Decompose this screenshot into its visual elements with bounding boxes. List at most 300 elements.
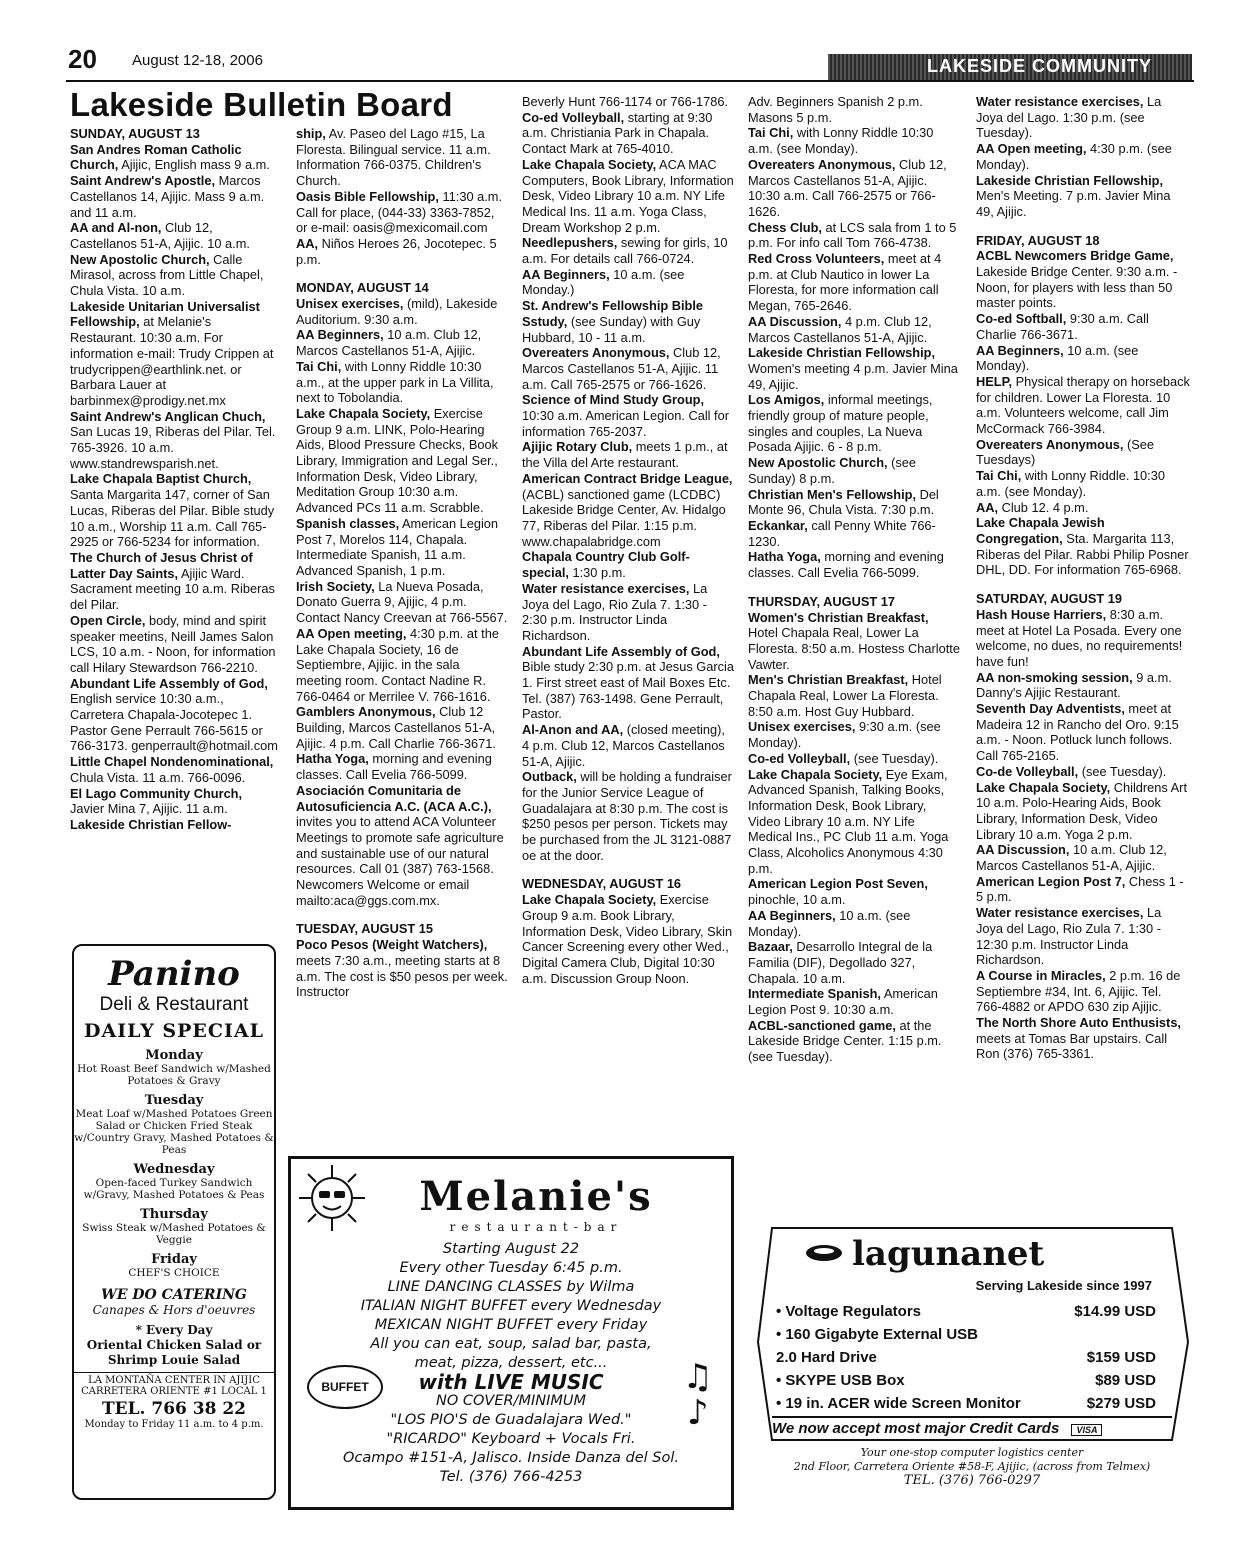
bulletin-entry (296, 937, 508, 1000)
bulletin-entry (522, 644, 734, 723)
entry-details: Exercise Group 9 a.m. Book Library, Information Desk, Video Library, Skin Cancer Screening every other Wed., Digital Camera Club, Digital 10:30 a.m. Discussion Group Noon. (522, 892, 733, 986)
entry-title: ship, (296, 126, 326, 141)
bulletin-entry (976, 905, 1190, 968)
entry-details: Ajijic, English mass 9 a.m. (118, 157, 270, 173)
panino-phone: TEL. 766 38 22 (101, 1399, 247, 1419)
entry-title: Tai Chi, (976, 468, 1022, 484)
entry-details: American Legion Post 7, Morelos 114, Chapala. Intermediate Spanish, 11 a.m. Advanced Spanish, 1 p.m. (296, 515, 499, 578)
entry-details: Sta. Margarita 113, Riberas del Pilar. Rabbi Philip Posner DHL, DD. For information 765-6968. (976, 530, 1189, 578)
bulletin-entry (70, 409, 278, 472)
bulletin-entry (748, 94, 960, 125)
entry-details: (see Sunday) with Guy Hubbard, 10 - 11 a.m. (522, 313, 701, 345)
product-price: $279 USD (1086, 1395, 1156, 1412)
menu-day: Friday (151, 1252, 197, 1267)
bulletin-entry (976, 94, 1190, 141)
menu-item: Hot Roast Beef Sandwich w/Mashed Potatoes & Gravy (77, 1063, 271, 1087)
bulletin-entry (976, 141, 1190, 172)
entry-title: El Lago Community Church, (70, 785, 243, 801)
entry-title: Overeaters Anonymous, (748, 156, 896, 172)
bulletin-entry (748, 908, 960, 939)
entry-details: Chess 1 - 5 p.m. (976, 873, 1184, 905)
panino-ad (72, 944, 276, 1500)
entry-details: Ajijic Ward. Sacrament meeting 10 a.m. Riberas del Pilar. (70, 565, 275, 613)
menu-item: CHEF'S CHOICE (128, 1267, 220, 1279)
entry-title: AA Discussion, (748, 313, 842, 329)
entry-details: morning and evening classes. Call Evelia 766-5099. (748, 549, 944, 581)
entry-details: Women's meeting 4 p.m. Javier Mina 49, Ajijic. (748, 360, 958, 392)
entry-title: Saint Andrew's Apostle, (70, 173, 216, 189)
entry-title: AA, (296, 235, 319, 251)
entry-title: Overeaters Anonymous, (522, 345, 670, 361)
entry-title: Lakeside Christian Fellowship, (976, 172, 1164, 188)
melanies-logo: Melanie's (419, 1173, 653, 1220)
masthead-rule (66, 80, 1194, 82)
entry-title: Overeaters Anonymous, (976, 436, 1124, 452)
music-notes-icon: ♫ ♪ (682, 1357, 713, 1433)
bulletin-entry (748, 220, 960, 251)
menu-day: Tuesday (144, 1093, 204, 1108)
bulletin-entry (748, 876, 960, 907)
entry-details: 4 p.m. Club 12, Marcos Castellanos 51-A, Ajijic. (748, 313, 932, 345)
credit-cards-note (772, 1416, 1172, 1437)
panino-every-day (74, 1323, 274, 1368)
entry-details: La Joya del Lago, Rio Zula 7. 1:30 - 12:30 p.m. Instructor Linda Richardson. (976, 905, 1162, 968)
bulletin-entry (748, 345, 960, 392)
entry-details: Hotel Chapala Real, Lower La Floresta. 8:50 a.m. Host Guy Hubbard. (748, 672, 942, 719)
panino-canapes: Canapes & Hors d'oeuvres (92, 1303, 256, 1317)
bulletin-entry (748, 157, 960, 220)
lagunanet-products (776, 1300, 1156, 1415)
entry-details: pinochle, 10 a.m. (748, 892, 846, 908)
entry-title: AA non-smoking session, (976, 669, 1133, 685)
entry-details: at Melanie's Restaurant. 10:30 a.m. For information e-mail: Trudy Crippen at trudycrippen@earthlink.net. or Barbara Lauer at barbinmex@prodigy.net.mx (70, 314, 274, 408)
bulletin-entry (70, 471, 278, 550)
bulletin-entry (70, 252, 278, 299)
entry-details: 2 p.m. 16 de Septiembre #34, Int. 6, Ajijic. Tel. 766-4882 or APDO 630 zip Ajijic. (976, 967, 1181, 1015)
ad-line: Tel. (376) 766-4253 (439, 1469, 583, 1485)
day-heading: WEDNESDAY, AUGUST 16 (522, 876, 682, 892)
entry-details: (closed meeting), 4 p.m. Club 12, Marcos Castellanos 51-A, Ajijic. (522, 722, 725, 769)
entry-title: Poco Pesos (Weight Watchers), (296, 937, 488, 953)
credit-cards-text: We now accept most major Credit Cards (772, 1420, 1060, 1437)
entry-details: 1:30 p.m. (568, 565, 626, 581)
lagunanet-footer-3: TEL. (376) 766-0297 (903, 1473, 1041, 1488)
entry-title: AA Discussion, (976, 842, 1070, 858)
entry-title: Seventh Day Adventists, (976, 701, 1125, 717)
entry-details: Exercise Group 9 a.m. LINK, Polo-Hearing Aids, Blood Pressure Checks, Book Library, Immigration and Legal Ser., Information Desk, Video Library, Meditation Group 10:30 a.m. Advanced PCs 11 a.m. Scrabble. (296, 405, 499, 516)
bulletin-entry (296, 516, 508, 579)
menu-day: Thursday (140, 1207, 208, 1222)
menu-item: Meat Loaf w/Mashed Potatoes Green Salad or Chicken Fried Steak w/Country Gravy, Mashed Potatoes & Peas (74, 1108, 274, 1156)
entry-title: Co-de Volleyball, (976, 763, 1079, 779)
menu-day: Wednesday (133, 1162, 215, 1177)
day-heading: FRIDAY, AUGUST 18 (976, 232, 1100, 248)
entry-title: ACBL-sanctioned game, (748, 1017, 896, 1033)
bulletin-entry (976, 468, 1190, 499)
menu-day: Monday (145, 1048, 203, 1063)
bulletin-entry (296, 126, 508, 189)
ad-line: LINE DANCING CLASSES by Wilma (387, 1279, 635, 1295)
entry-details: (mild), Lakeside Auditorium. 9:30 a.m. (296, 296, 498, 327)
entry-details: morning and evening classes. Call Evelia 766-5099. (296, 751, 492, 783)
product-row (776, 1346, 1156, 1369)
melanies-ad (288, 1156, 734, 1510)
panino-catering: WE DO CATERING (101, 1287, 247, 1303)
bulletin-entry (522, 94, 734, 110)
product-name: • SKYPE USB Box (776, 1372, 905, 1389)
panino-every-label: * Every Day (135, 1323, 213, 1337)
panino-subtitle: Deli & Restaurant (99, 994, 249, 1015)
bulletin-entry (748, 986, 960, 1017)
entry-title: Tai Chi, (748, 125, 794, 141)
bulletin-entry (748, 719, 960, 750)
panino-address: LA MONTAÑA CENTER IN AJIJIC CARRETERA ORIENTE #1 LOCAL 1 (74, 1372, 274, 1397)
entry-title: AA, (976, 499, 999, 515)
melanies-tagline: restaurant-bar (449, 1220, 623, 1234)
entry-title: Abundant Life Assembly of God, (70, 675, 268, 691)
entry-title: Bazaar, (748, 939, 793, 955)
bulletin-entry (748, 455, 960, 486)
entry-title: Lakeside Christian Fellow- (70, 816, 232, 832)
bulletin-entry (296, 236, 508, 267)
entry-title: Unisex exercises, (296, 296, 404, 312)
entry-title: New Apostolic Church, (70, 251, 210, 267)
ad-line: MEXICAN NIGHT BUFFET every Friday (374, 1317, 648, 1333)
entry-title: Hash House Harriers, (976, 606, 1107, 622)
column-3 (522, 94, 734, 986)
entry-title: Saint Andrew's Anglican Chuch, (70, 408, 266, 424)
entry-details: 4:30 p.m. (see Monday). (976, 141, 1172, 172)
entry-details: meets 1 p.m., at the Villa del Arte restaurant. (522, 439, 728, 471)
entry-details: Santa Margarita 147, corner of San Lucas, Riberas del Pilar. Bible study 10 a.m., Worship 11 a.m. Call 765-2925 or 766-5234 for information. (70, 487, 275, 550)
product-price: $89 USD (1095, 1372, 1156, 1389)
entry-details: at LCS sala from 1 to 5 p.m. For info call Tom 766-4738. (748, 219, 957, 251)
entry-title: Water resistance exercises, (522, 580, 690, 596)
bulletin-entry (522, 157, 734, 236)
day-heading: MONDAY, AUGUST 14 (296, 280, 429, 296)
bulletin-entry (976, 764, 1190, 780)
entry-details: ACA MAC Computers, Book Library, Information Desk, Video Library 10 a.m. NY Life Medical Ins. 11 a.m. Yoga Class, Dream Workshop 2 p.m. (522, 156, 734, 235)
bulletin-entry (748, 610, 960, 673)
entry-details: Adv. Beginners Spanish 2 p.m. Masons 5 p.m. (748, 94, 923, 125)
bulletin-entry (522, 267, 734, 298)
entry-title: AA Beginners, (976, 342, 1064, 358)
entry-details: body, mind and spirit speaker meetins, Neill James Salon LCS, 10 a.m. - Noon, for information call Hilary Stewardson 766-2210. (70, 612, 276, 675)
entry-details: (see Tuesday). (850, 750, 939, 766)
entry-details: with Lonny Riddle 10:30 a.m., at the upper park in La Villita, next to Tobolandia. (296, 358, 494, 406)
panino-every-item: Oriental Chicken Salad or Shrimp Louie Salad (86, 1338, 262, 1367)
bulletin-entry (522, 392, 734, 439)
lagunanet-footer-1: Your one-stop computer logistics center (860, 1446, 1084, 1459)
entry-details: 10 a.m. (see Monday.) (522, 266, 685, 298)
entry-title: Al-Anon and AA, (522, 722, 624, 738)
entry-details: meets 7:30 a.m., meeting starts at 8 a.m. The cost is $50 pesos per week. Instructor (296, 952, 508, 1000)
bulletin-entry (748, 125, 960, 156)
product-name: • 19 in. ACER wide Screen Monitor (776, 1395, 1021, 1412)
entry-details: call Penny White 766-1230. (748, 517, 936, 549)
bulletin-entry (522, 439, 734, 470)
entry-title: Water resistance exercises, (976, 94, 1144, 109)
bulletin-entry (522, 581, 734, 644)
entry-details: Desarrollo Integral de la Familia (DIF), Degollado 327, Chapala. 10 a.m. (748, 939, 933, 986)
entry-details: Physical therapy on horseback for children. Lower La Floresta. 10 a.m. Volunteers welcome, call Jim McCormack 766-3984. (976, 373, 1190, 437)
entry-details: 10 a.m. (see Monday). (748, 907, 911, 939)
entry-details: meets at Tomas Bar upstairs. Call Ron (376) 765-3361. (976, 1030, 1168, 1062)
panino-menu (74, 1048, 274, 1279)
product-row (776, 1369, 1156, 1392)
entry-details: Bible study 2:30 p.m. at Jesus Garcia 1. First street east of Mail Boxes Etc. Tel. (387) 763-1498. Gene Perrault, Pastor. (522, 659, 734, 722)
lagunanet-ad (752, 1222, 1192, 1502)
bulletin-entry (976, 874, 1190, 905)
entry-details: 10 a.m. (see Monday). (976, 342, 1139, 374)
section-band (828, 54, 1192, 80)
bulletin-entry (748, 392, 960, 455)
bulletin-entry (976, 607, 1190, 670)
entry-title: Christian Men's Fellowship, (748, 486, 917, 502)
ad-line: ITALIAN NIGHT BUFFET every Wednesday (360, 1298, 662, 1314)
day-heading: TUESDAY, AUGUST 15 (296, 921, 434, 937)
entry-details: La Nueva Posada, Donato Guerra 9, Ajijic, 4 p.m. Contact Nancy Creevan at 766-5567. (296, 578, 508, 626)
lagunanet-logo-icon (804, 1242, 844, 1264)
bulletin-entry (70, 173, 278, 220)
bulletin-entry (976, 248, 1190, 311)
entry-title: Outback, (522, 769, 577, 785)
entry-details: Del Monte 96, Chula Vista. 7:30 p.m. (748, 486, 939, 518)
issue-date: August 12-18, 2006 (132, 52, 263, 69)
entry-title: Eckankar, (748, 517, 808, 533)
entry-title: Lake Chapala Society, (976, 779, 1111, 795)
product-name: • 160 Gigabyte External USB (776, 1326, 978, 1343)
ad-line: All you can eat, soup, salad bar, pasta, (370, 1336, 652, 1352)
panino-logo: Panino (108, 954, 240, 994)
entry-details: Beverly Hunt 766-1174 or 766-1786. (522, 94, 729, 109)
entry-title: Lake Chapala Society, (522, 156, 657, 172)
entry-details: (See Tuesdays) (976, 436, 1155, 468)
entry-title: ACBL Newcomers Bridge Game, (976, 248, 1174, 264)
entry-title: Intermediate Spanish, (748, 986, 881, 1002)
ad-line: Starting August 22 (442, 1241, 580, 1257)
lagunanet-subtitle: Serving Lakeside since 1997 (975, 1278, 1152, 1293)
lagunanet-footer (772, 1446, 1172, 1488)
entry-title: Abundant Life Assembly of God, (522, 643, 720, 659)
melanies-lines (291, 1240, 731, 1487)
entry-title: AA Open meeting, (976, 141, 1087, 157)
ad-line: meat, pizza, dessert, etc... (414, 1355, 608, 1371)
bulletin-entry (70, 142, 278, 173)
column-4 (748, 94, 960, 1065)
entry-details: Lakeside Bridge Center. 9:30 a.m. - Noon, for players with less than 50 master points. (976, 264, 1178, 311)
entry-title: Co-ed Volleyball, (748, 750, 851, 766)
product-row (776, 1392, 1156, 1415)
entry-details: Club 12 Building, Marcos Castellanos 51-A, Ajijic. 4 p.m. Call Charlie 766-3671. (296, 704, 496, 751)
ad-line: "LOS PIO'S de Guadalajara Wed." (390, 1412, 632, 1428)
entry-details: (see Tuesday). (1078, 763, 1167, 779)
visa-icon: VISA (1071, 1424, 1102, 1436)
entry-details: English service 10:30 a.m., Carretera Chapala-Jocotepec 1. Pastor Gene Perrault 766-5615 or 766-3173. genperrault@hotmail.com (70, 691, 278, 754)
entry-title: Women's Christian Breakfast, (748, 609, 929, 625)
entry-title: Los Amigos, (748, 392, 825, 408)
entry-title: Lake Chapala Society, (296, 405, 431, 421)
entry-title: Chess Club, (748, 219, 822, 235)
entry-title: AA Open meeting, (296, 625, 407, 641)
ad-line: "RICARDO" Keyboard + Vocals Fri. (386, 1431, 636, 1447)
product-price: $159 USD (1086, 1349, 1156, 1366)
melanies-sun-icon (297, 1163, 367, 1233)
section-title: LAKESIDE COMMUNITY (927, 56, 1152, 76)
bulletin-entry (976, 670, 1190, 701)
bulletin-entry (296, 359, 508, 406)
product-row (776, 1300, 1156, 1323)
entry-title: Open Circle, (70, 612, 146, 628)
entry-title: Needlepushers, (522, 235, 618, 251)
entry-details: 9:30 a.m. (see Monday). (748, 719, 941, 751)
buffet-badge: BUFFET (307, 1365, 383, 1409)
entry-title: Lakeside Unitarian Universalist Fellowship, (70, 298, 260, 330)
entry-title: American Legion Post Seven, (748, 876, 928, 892)
ad-line: NO COVER/MINIMUM (436, 1393, 586, 1409)
entry-title: Hatha Yoga, (748, 549, 821, 565)
entry-title: Lake Chapala Jewish Congregation, (976, 515, 1105, 546)
entry-details: 4:30 p.m. at the Lake Chapala Society, 16 de Septiembre, Ajijic. in the sala meeting room. Contact Nadine R. 766-0464 or Merrilee V. 766-1616. (296, 625, 499, 704)
entry-details: 10:30 a.m. American Legion. Call for information 765-2037. (522, 408, 729, 439)
page-number: 20 (68, 44, 97, 74)
product-row (776, 1323, 1156, 1346)
bulletin-entry (522, 235, 734, 266)
entry-details: San Lucas 19, Riberas del Pilar. Tel. 765-3926. 10 a.m. www.standrewsparish.net. (70, 424, 276, 471)
entry-details: Club 12, Castellanos 51-A, Ajijic. 10 a.m. (70, 220, 250, 251)
entry-details: La Joya del Lago. 1:30 p.m. (see Tuesday). (976, 94, 1162, 141)
panino-daily-special: DAILY SPECIAL (83, 1020, 265, 1042)
product-name: • Voltage Regulators (776, 1303, 921, 1320)
entry-title: AA Beginners, (522, 266, 610, 282)
bulletin-entry (296, 189, 508, 236)
entry-title: Unisex exercises, (748, 719, 856, 735)
bulletin-entry (522, 892, 734, 986)
bulletin-entry (522, 471, 734, 550)
menu-item: Swiss Steak w/Mashed Potatoes & Veggie (82, 1222, 266, 1246)
entry-details: 10 a.m. Club 12, Marcos Castellanos 51-A, Ajijic. (976, 842, 1167, 874)
entry-details: Niños Heroes 26, Jocotepec. 5 p.m. (296, 235, 497, 267)
entry-title: Lakeside Christian Fellowship, (748, 345, 936, 361)
bulletin-entry (976, 374, 1190, 437)
bulletin-entry (748, 314, 960, 345)
entry-details: with Lonny Riddle 10:30 a.m. (see Monday). (748, 125, 934, 157)
menu-item: Open-faced Turkey Sandwich w/Gravy, Mashed Potatoes & Peas (83, 1177, 265, 1201)
entry-title: Lake Chapala Society, (522, 892, 657, 908)
bulletin-entry (70, 550, 278, 613)
entry-details: Club 12. 4 p.m. (998, 499, 1089, 515)
entry-title: HELP, (976, 373, 1013, 389)
entry-details: Club 12, Marcos Castellanos 51-A, Ajijic. 11 a.m. Call 765-2575 or 766-1626. (522, 345, 721, 392)
bulletin-entry (976, 437, 1190, 468)
bulletin-entry (748, 751, 960, 767)
entry-title: Oasis Bible Fellowship, (296, 188, 439, 204)
bulletin-entry (748, 767, 960, 877)
entry-details: Calle Mirasol, across from Little Chapel, Chula Vista. 10 a.m. (70, 251, 264, 299)
panino-hours: Monday to Friday 11 a.m. to 4 p.m. (84, 1419, 264, 1430)
entry-title: Ajijic Rotary Club, (522, 439, 633, 455)
product-price: $14.99 USD (1074, 1303, 1156, 1320)
entry-details: 11:30 a.m. Call for place, (044-33) 3363-7852, or e-mail: oasis@mexicomail.com (296, 188, 503, 236)
bulletin-entry (296, 626, 508, 705)
entry-details: 10 a.m. Club 12, Marcos Castellanos 51-A, Ajijic. (296, 327, 482, 359)
entry-details: American Legion Post 9. 10:30 a.m. (748, 986, 938, 1018)
entry-title: Co-ed Volleyball, (522, 109, 625, 125)
entry-details: Hotel Chapala Real, Lower La Floresta. 8:50 a.m. Hostess Charlotte Vawter. (748, 625, 960, 672)
bulletin-entry (296, 704, 508, 751)
bulletin-entry (748, 672, 960, 719)
entry-title: Little Chapel Nondenominational, (70, 754, 274, 770)
entry-title: Hatha Yoga, (296, 751, 369, 767)
entry-title: Water resistance exercises, (976, 905, 1144, 921)
entry-title: Men's Christian Breakfast, (748, 672, 909, 688)
entry-title: Science of Mind Study Group, (522, 392, 705, 408)
bulletin-entry (748, 1018, 960, 1065)
bulletin-entry (976, 311, 1190, 342)
bulletin-entry (976, 842, 1190, 873)
entry-details: 9 a.m. Danny's Ajijic Restaurant. (976, 669, 1172, 701)
entry-title: Chapala Country Club Golf-special, (522, 549, 690, 581)
day-heading: SATURDAY, AUGUST 19 (976, 591, 1123, 607)
entry-title: American Contract Bridge League, (522, 470, 733, 486)
entry-title: Lake Chapala Society, (748, 766, 883, 782)
entry-title: Co-ed Softball, (976, 311, 1067, 327)
ad-line: Ocampo #151-A, Jalisco. Inside Danza del Sol. (343, 1450, 679, 1466)
entry-details: Childrens Art 10 a.m. Polo-Hearing Aids, Book Library, Information Desk, Video Library 10 a.m. Yoga 2 p.m. (976, 779, 1187, 842)
bulletin-entry (976, 515, 1190, 578)
entry-title: American Legion Post 7, (976, 873, 1126, 889)
bulletin-entry (748, 251, 960, 314)
entry-details: Men's Meeting. 7 p.m. Javier Mina 49, Ajijic. (976, 188, 1171, 219)
bulletin-entry (70, 299, 278, 409)
bulletin-entry (70, 817, 278, 833)
bulletin-entry (522, 549, 734, 580)
column-2 (296, 126, 508, 1000)
bulletin-entry (296, 327, 508, 358)
entry-title: Gamblers Anonymous, (296, 704, 436, 720)
bulletin-entry (976, 701, 1190, 764)
bulletin-entry (748, 549, 960, 580)
entry-details: will be holding a fundraiser for the Junior Service League of Guadalajara at 8:30 p.m. The cost is $250 pesos per person. Tickets may be purchased from the JL 3121-0887 oe at the door. (522, 769, 732, 863)
entry-title: Red Cross Volunteers, (748, 251, 885, 267)
entry-details: (ACBL) sanctioned game (LCDBC) Lakeside Bridge Center, Av. Hidalgo 77, Riberas del Pilar. 1:15 p.m. www.chapalabridge.com (522, 486, 726, 549)
column-5 (976, 94, 1190, 1062)
entry-title: The Church of Jesus Christ of Latter Day Saints, (70, 549, 253, 581)
entry-title: The North Shore Auto Enthusists, (976, 1015, 1181, 1031)
bulletin-entry (976, 500, 1190, 516)
day-heading: SUNDAY, AUGUST 13 (70, 126, 200, 141)
bulletin-entry (296, 751, 508, 782)
entry-details: Chula Vista. 11 a.m. 766-0096. (70, 769, 246, 785)
product-name: 2.0 Hard Drive (776, 1349, 877, 1366)
entry-details: Marcos Castellanos 14, Ajijic. Mass 9 a.m. and 11 a.m. (70, 173, 265, 220)
bulletin-entry (70, 613, 278, 676)
ad-line: with LIVE MUSIC (418, 1370, 604, 1394)
entry-details: with Lonny Riddle. 10:30 a.m. (see Monday). (976, 468, 1165, 499)
entry-title: Spanish classes, (296, 515, 400, 531)
page-title: Lakeside Bulletin Board (70, 86, 453, 123)
bulletin-entry (748, 487, 960, 518)
bulletin-entry (976, 780, 1190, 843)
lagunanet-logo: lagunanet (852, 1234, 1045, 1274)
entry-title: Tai Chi, (296, 358, 342, 374)
entry-details: 9:30 a.m. Call Charlie 766-3671. (976, 311, 1149, 342)
entry-title: Lake Chapala Baptist Church, (70, 471, 252, 487)
entry-details: La Joya del Lago, Rio Zula 7. 1:30 - 2:30 p.m. Instructor Linda Richardson. (522, 580, 708, 643)
entry-title: San Andres Roman Catholic Church, (70, 141, 242, 173)
bulletin-entry (748, 939, 960, 986)
entry-details: Club 12, Marcos Castellanos 51-A, Ajijic. 10:30 a.m. Call 766-2575 or 766-1626. (748, 156, 947, 219)
